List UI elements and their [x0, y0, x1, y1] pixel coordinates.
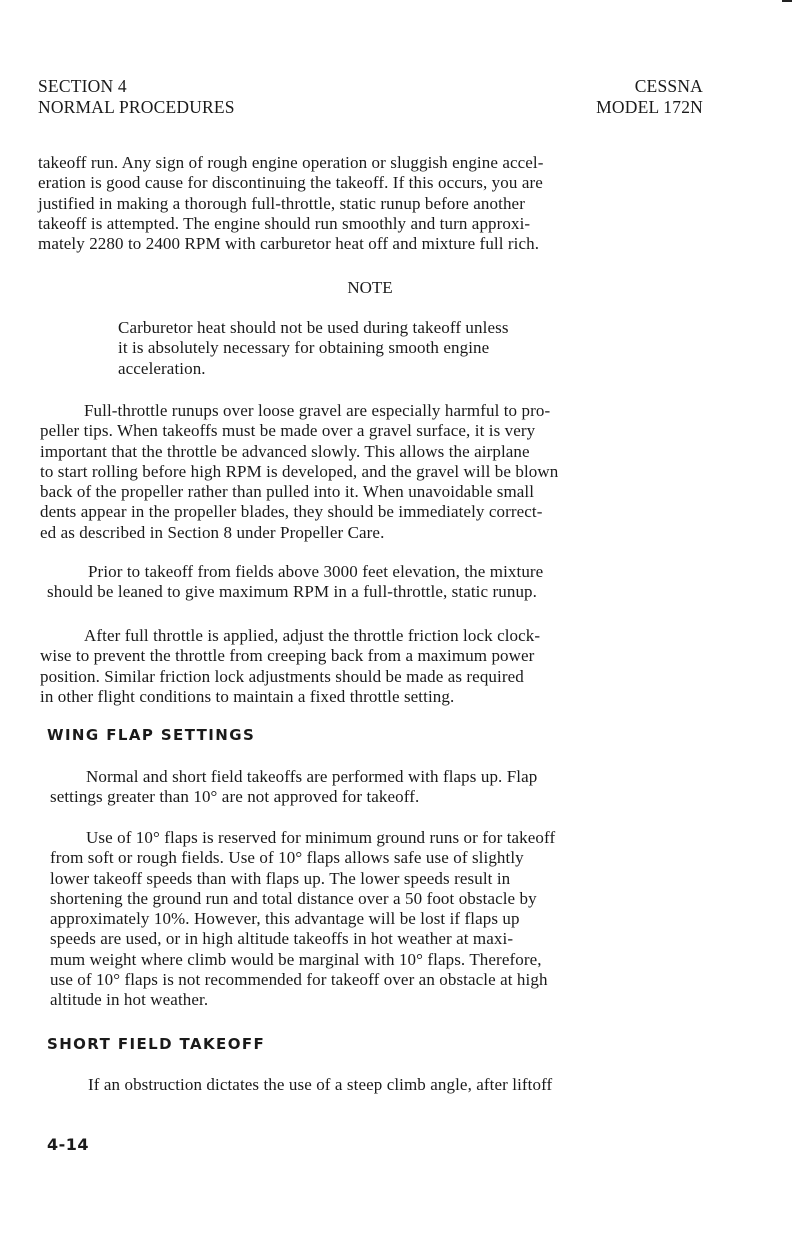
page-number: 4-14 [47, 1135, 90, 1154]
paragraph-flaps-up [50, 767, 537, 808]
heading-short-field-takeoff: SHORT FIELD TAKEOFF [47, 1035, 266, 1053]
text-line: acceleration. [118, 358, 206, 378]
text-line: approximately 10%. However, this advantage will be lost if flaps up [50, 909, 520, 929]
text-line: back of the propeller rather than pulled into it. When unavoidable small [40, 482, 535, 502]
text-line: from soft or rough fields. Use of 10° flaps allows safe use of slightly [50, 848, 524, 868]
text-line: shortening the ground run and total distance over a 50 foot obstacle by [50, 888, 537, 908]
paragraph-throttle-friction [40, 626, 540, 707]
text-line: it is absolutely necessary for obtaining smooth engine [118, 338, 490, 358]
text-line: in other flight conditions to maintain a fixed throttle setting. [40, 686, 455, 706]
paragraph-gravel-runups [40, 401, 558, 543]
header-right [596, 76, 703, 118]
text-line: to start rolling before high RPM is developed, and the gravel will be blown [40, 461, 559, 481]
model-name: MODEL 172N [596, 97, 703, 117]
paragraph-mixture-lean [47, 562, 543, 603]
note-text [118, 318, 509, 379]
text-line: takeoff is attempted. The engine should run smoothly and turn approxi- [38, 213, 531, 233]
brand-name: CESSNA [634, 76, 703, 96]
text-line: settings greater than 10° are not approved for takeoff. [50, 787, 420, 807]
heading-wing-flap-settings: WING FLAP SETTINGS [47, 726, 256, 744]
text-line: Full-throttle runups over loose gravel are especially harmful to pro- [84, 401, 551, 420]
text-line: After full throttle is applied, adjust the throttle friction lock clock- [84, 626, 541, 645]
text-line: Normal and short field takeoffs are performed with flaps up. Flap [86, 767, 538, 786]
note-title: NOTE [347, 278, 393, 297]
text-line: altitude in hot weather. [50, 990, 209, 1010]
text-line: important that the throttle be advanced slowly. This allows the airplane [40, 441, 530, 461]
text-line: mum weight where climb would be marginal with 10° flaps. Therefore, [50, 949, 542, 969]
text-line: lower takeoff speeds than with flaps up. The lower speeds result in [50, 868, 511, 888]
text-line: eration is good cause for discontinuing the takeoff. If this occurs, you are [38, 173, 543, 193]
paragraph-ten-degree-flaps [50, 828, 555, 1011]
text-line: justified in making a thorough full-throttle, static runup before another [38, 193, 525, 213]
header-left [38, 76, 235, 118]
section-title: NORMAL PROCEDURES [38, 97, 235, 117]
text-line: mately 2280 to 2400 RPM with carburetor heat off and mixture full rich. [38, 234, 540, 254]
text-line: Carburetor heat should not be used during takeoff unless [118, 318, 509, 337]
text-line: position. Similar friction lock adjustments should be made as required [40, 666, 524, 686]
paragraph-obstruction [88, 1075, 552, 1095]
text-line: use of 10° flaps is not recommended for takeoff over an obstacle at high [50, 970, 548, 990]
text-line: speeds are used, or in high altitude takeoffs in hot weather at maxi- [50, 929, 514, 949]
text-line: takeoff run. Any sign of rough engine operation or sluggish engine accel- [38, 153, 544, 172]
text-line: ed as described in Section 8 under Propeller Care. [40, 522, 385, 542]
text-line: peller tips. When takeoffs must be made over a gravel surface, it is very [40, 421, 536, 441]
section-number: SECTION 4 [38, 76, 127, 96]
text-line: If an obstruction dictates the use of a steep climb angle, after liftoff [88, 1075, 553, 1094]
text-line: Use of 10° flaps is reserved for minimum ground runs or for takeoff [86, 828, 556, 847]
text-line: Prior to takeoff from fields above 3000 feet elevation, the mixture [88, 562, 544, 581]
text-line: wise to prevent the throttle from creeping back from a maximum power [40, 646, 535, 666]
text-line: dents appear in the propeller blades, they should be immediately correct- [40, 502, 543, 522]
text-line: should be leaned to give maximum RPM in a full-throttle, static runup. [47, 582, 538, 602]
edge-mark [782, 0, 792, 2]
paragraph-takeoff-run [38, 153, 544, 254]
